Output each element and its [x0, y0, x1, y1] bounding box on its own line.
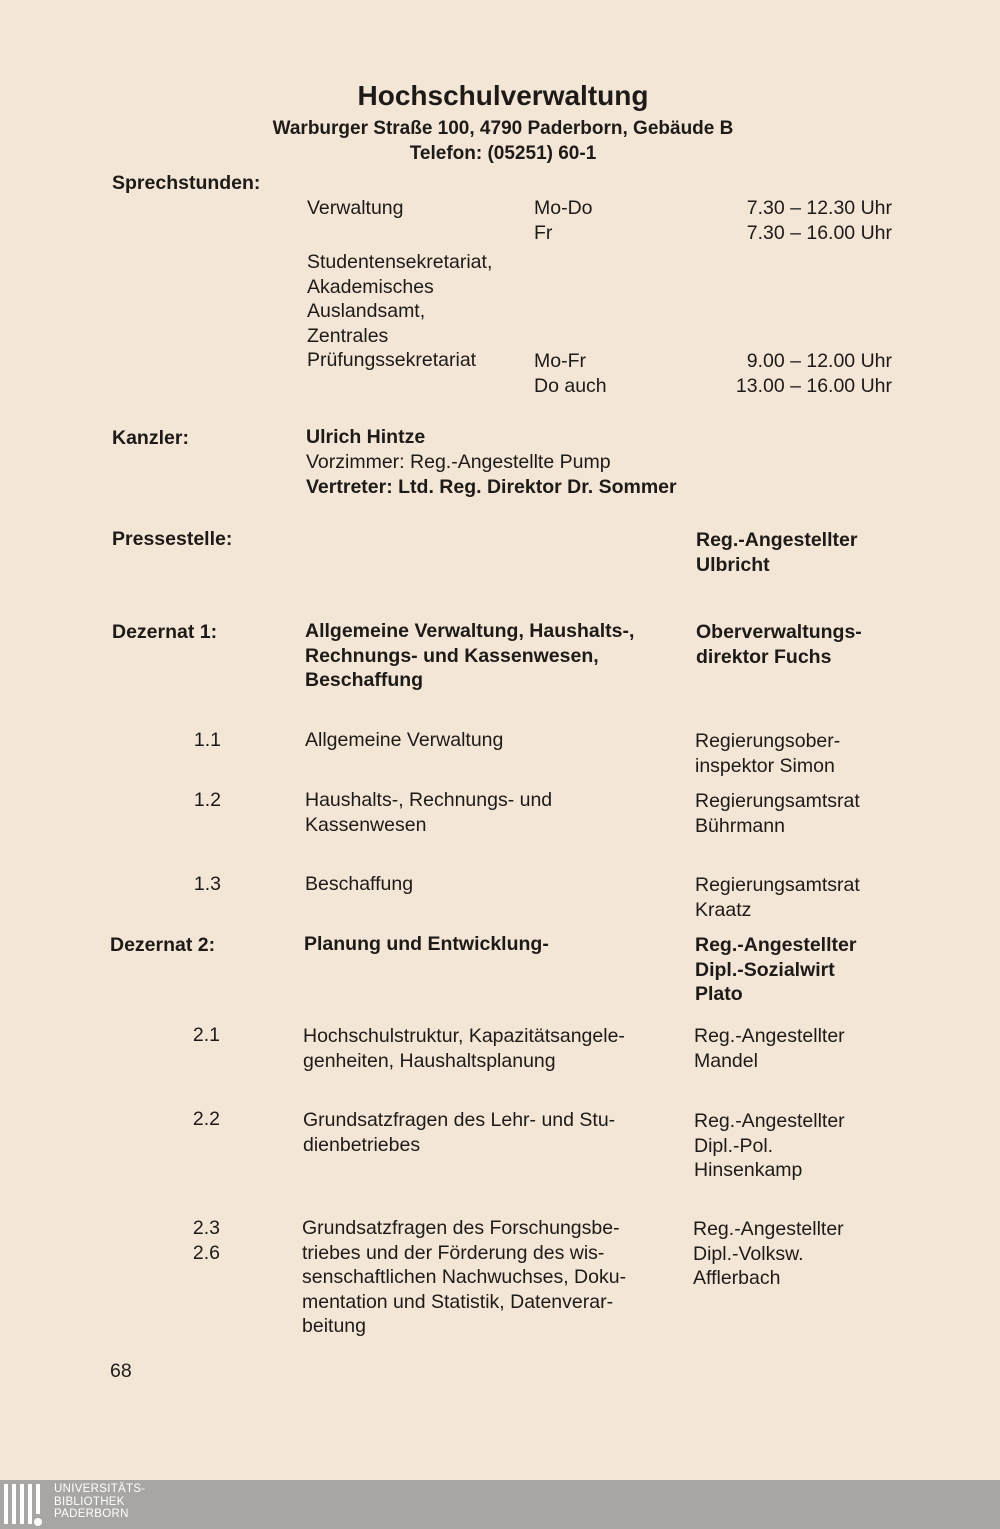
dezernat-1-head [696, 620, 862, 669]
person-line: Reg.-Angestellter [694, 1110, 845, 1132]
person-line: Bührmann [695, 814, 785, 837]
topic-line: triebes und der Förderung des wis- [302, 1241, 605, 1264]
sub-topic: Beschaffung [305, 873, 414, 895]
stud-line: Auslandsamt, [307, 300, 426, 322]
topic-line: Kassenwesen [305, 813, 427, 836]
person-line: Reg.-Angestellter [696, 529, 858, 551]
sub-numbers [180, 1216, 220, 1265]
sprechstunden-label: Sprechstunden: [112, 172, 261, 194]
topic-line: senschaftlichen Nachwuchses, Doku- [302, 1266, 627, 1288]
topic-line: Haushalts-, Rechnungs- und [305, 789, 553, 811]
person-line: inspektor Simon [695, 754, 835, 777]
topic-line: Grundsatzfragen des Lehr- und Stu- [303, 1109, 616, 1131]
library-line: UNIVERSITÄTS- [54, 1483, 146, 1495]
topic-line: genheiten, Haushaltsplanung [303, 1049, 556, 1072]
library-name [54, 1483, 145, 1521]
topic-line: Hochschulstruktur, Kapazitätsangele- [303, 1025, 625, 1047]
topic-line: Beschaffung [305, 669, 424, 691]
dezernat-2-head [695, 933, 856, 1007]
person-line: Reg.-Angestellter [694, 1025, 845, 1047]
library-logo-icon [4, 1484, 48, 1524]
stud-line: Akademisches [307, 275, 434, 298]
verwaltung-time-1: 7.30 – 12.30 Uhr [746, 197, 892, 219]
topic-line: mentation und Statistik, Datenverar- [302, 1290, 614, 1313]
page-number: 68 [110, 1360, 132, 1382]
stud-day-1: Mo-Fr [534, 350, 586, 372]
sub-number: 1.3 [193, 873, 221, 895]
sub-topic [305, 788, 552, 837]
person-line: Kraatz [695, 898, 752, 921]
person-line: Mandel [694, 1049, 758, 1072]
person-line: Regierungsober- [695, 730, 841, 752]
person-line: Reg.-Angestellter [695, 934, 857, 956]
sub-person [694, 1024, 845, 1073]
sub-person [695, 789, 860, 838]
kanzler-vertreter: Vertreter: Ltd. Reg. Direktor Dr. Sommer [306, 476, 677, 498]
person-line: direktor Fuchs [696, 645, 832, 668]
dezernat-1-label: Dezernat 1: [112, 621, 218, 643]
stud-time-2: 13.00 – 16.00 Uhr [735, 375, 892, 397]
library-line: PADERBORN [54, 1508, 129, 1520]
topic-line: dienbetriebes [303, 1133, 421, 1156]
sub-person [695, 873, 860, 922]
person-line: Regierungsamtsrat [695, 790, 860, 812]
library-line: BIBLIOTHEK [54, 1495, 125, 1508]
sub-person [693, 1217, 844, 1291]
dezernat-2-label: Dezernat 2: [110, 934, 216, 956]
person-line: Hinsenkamp [694, 1159, 803, 1181]
person-line: Regierungsamtsrat [695, 874, 860, 896]
sub-topic [302, 1216, 626, 1339]
person-line: Dipl.-Sozialwirt [695, 958, 835, 981]
kanzler-vorzimmer: Vorzimmer: Reg.-Angestellte Pump [306, 451, 611, 473]
sub-topic [303, 1024, 625, 1073]
sub-topic: Allgemeine Verwaltung [305, 729, 504, 751]
topic-line: Rechnungs- und Kassenwesen, [305, 644, 599, 667]
verwaltung-day-1: Mo-Do [534, 197, 593, 219]
sub-number: 2.2 [192, 1108, 220, 1130]
studentensekretariat-block [307, 250, 492, 373]
topic-line: beitung [302, 1315, 366, 1337]
sub-number: 2.3 [192, 1217, 220, 1239]
library-footer [0, 1480, 1000, 1529]
sub-number: 1.2 [193, 789, 221, 811]
sub-number: 1.1 [193, 729, 221, 751]
person-line: Dipl.-Pol. [694, 1134, 774, 1157]
sub-number: 2.6 [192, 1241, 220, 1264]
dezernat-1-topic [305, 619, 634, 693]
address: Warburger Straße 100, 4790 Paderborn, Gebäude B [272, 118, 734, 139]
page-title: Hochschulverwaltung [357, 80, 649, 111]
sub-person [694, 1109, 845, 1183]
person-line: Reg.-Angestellter [693, 1218, 844, 1240]
kanzler-name: Ulrich Hintze [306, 426, 426, 448]
verwaltung-day-2: Fr [534, 222, 553, 244]
stud-time-1: 9.00 – 12.00 Uhr [746, 350, 892, 372]
person-line: Plato [695, 983, 743, 1005]
sub-number: 2.1 [192, 1024, 220, 1046]
stud-day-2: Do auch [534, 375, 607, 397]
pressestelle-person [696, 528, 857, 577]
sub-topic [303, 1108, 615, 1157]
person-line: Afflerbach [693, 1267, 781, 1289]
dezernat-2-topic: Planung und Entwicklung- [304, 933, 549, 955]
topic-line: Allgemeine Verwaltung, Haushalts-, [305, 620, 635, 642]
verwaltung-time-2: 7.30 – 16.00 Uhr [746, 222, 892, 244]
stud-line: Prüfungssekretariat [307, 349, 477, 371]
verwaltung-label: Verwaltung [307, 197, 404, 219]
person-line: Dipl.-Volksw. [693, 1242, 804, 1265]
pressestelle-label: Pressestelle: [112, 528, 233, 550]
topic-line: Grundsatzfragen des Forschungsbe- [302, 1217, 620, 1239]
kanzler-label: Kanzler: [112, 427, 189, 449]
stud-line: Studentensekretariat, [307, 251, 493, 273]
sub-person [695, 729, 840, 778]
person-line: Ulbricht [696, 553, 770, 576]
phone: Telefon: (05251) 60-1 [409, 143, 597, 164]
stud-line: Zentrales [307, 324, 389, 347]
person-line: Oberverwaltungs- [696, 621, 862, 643]
